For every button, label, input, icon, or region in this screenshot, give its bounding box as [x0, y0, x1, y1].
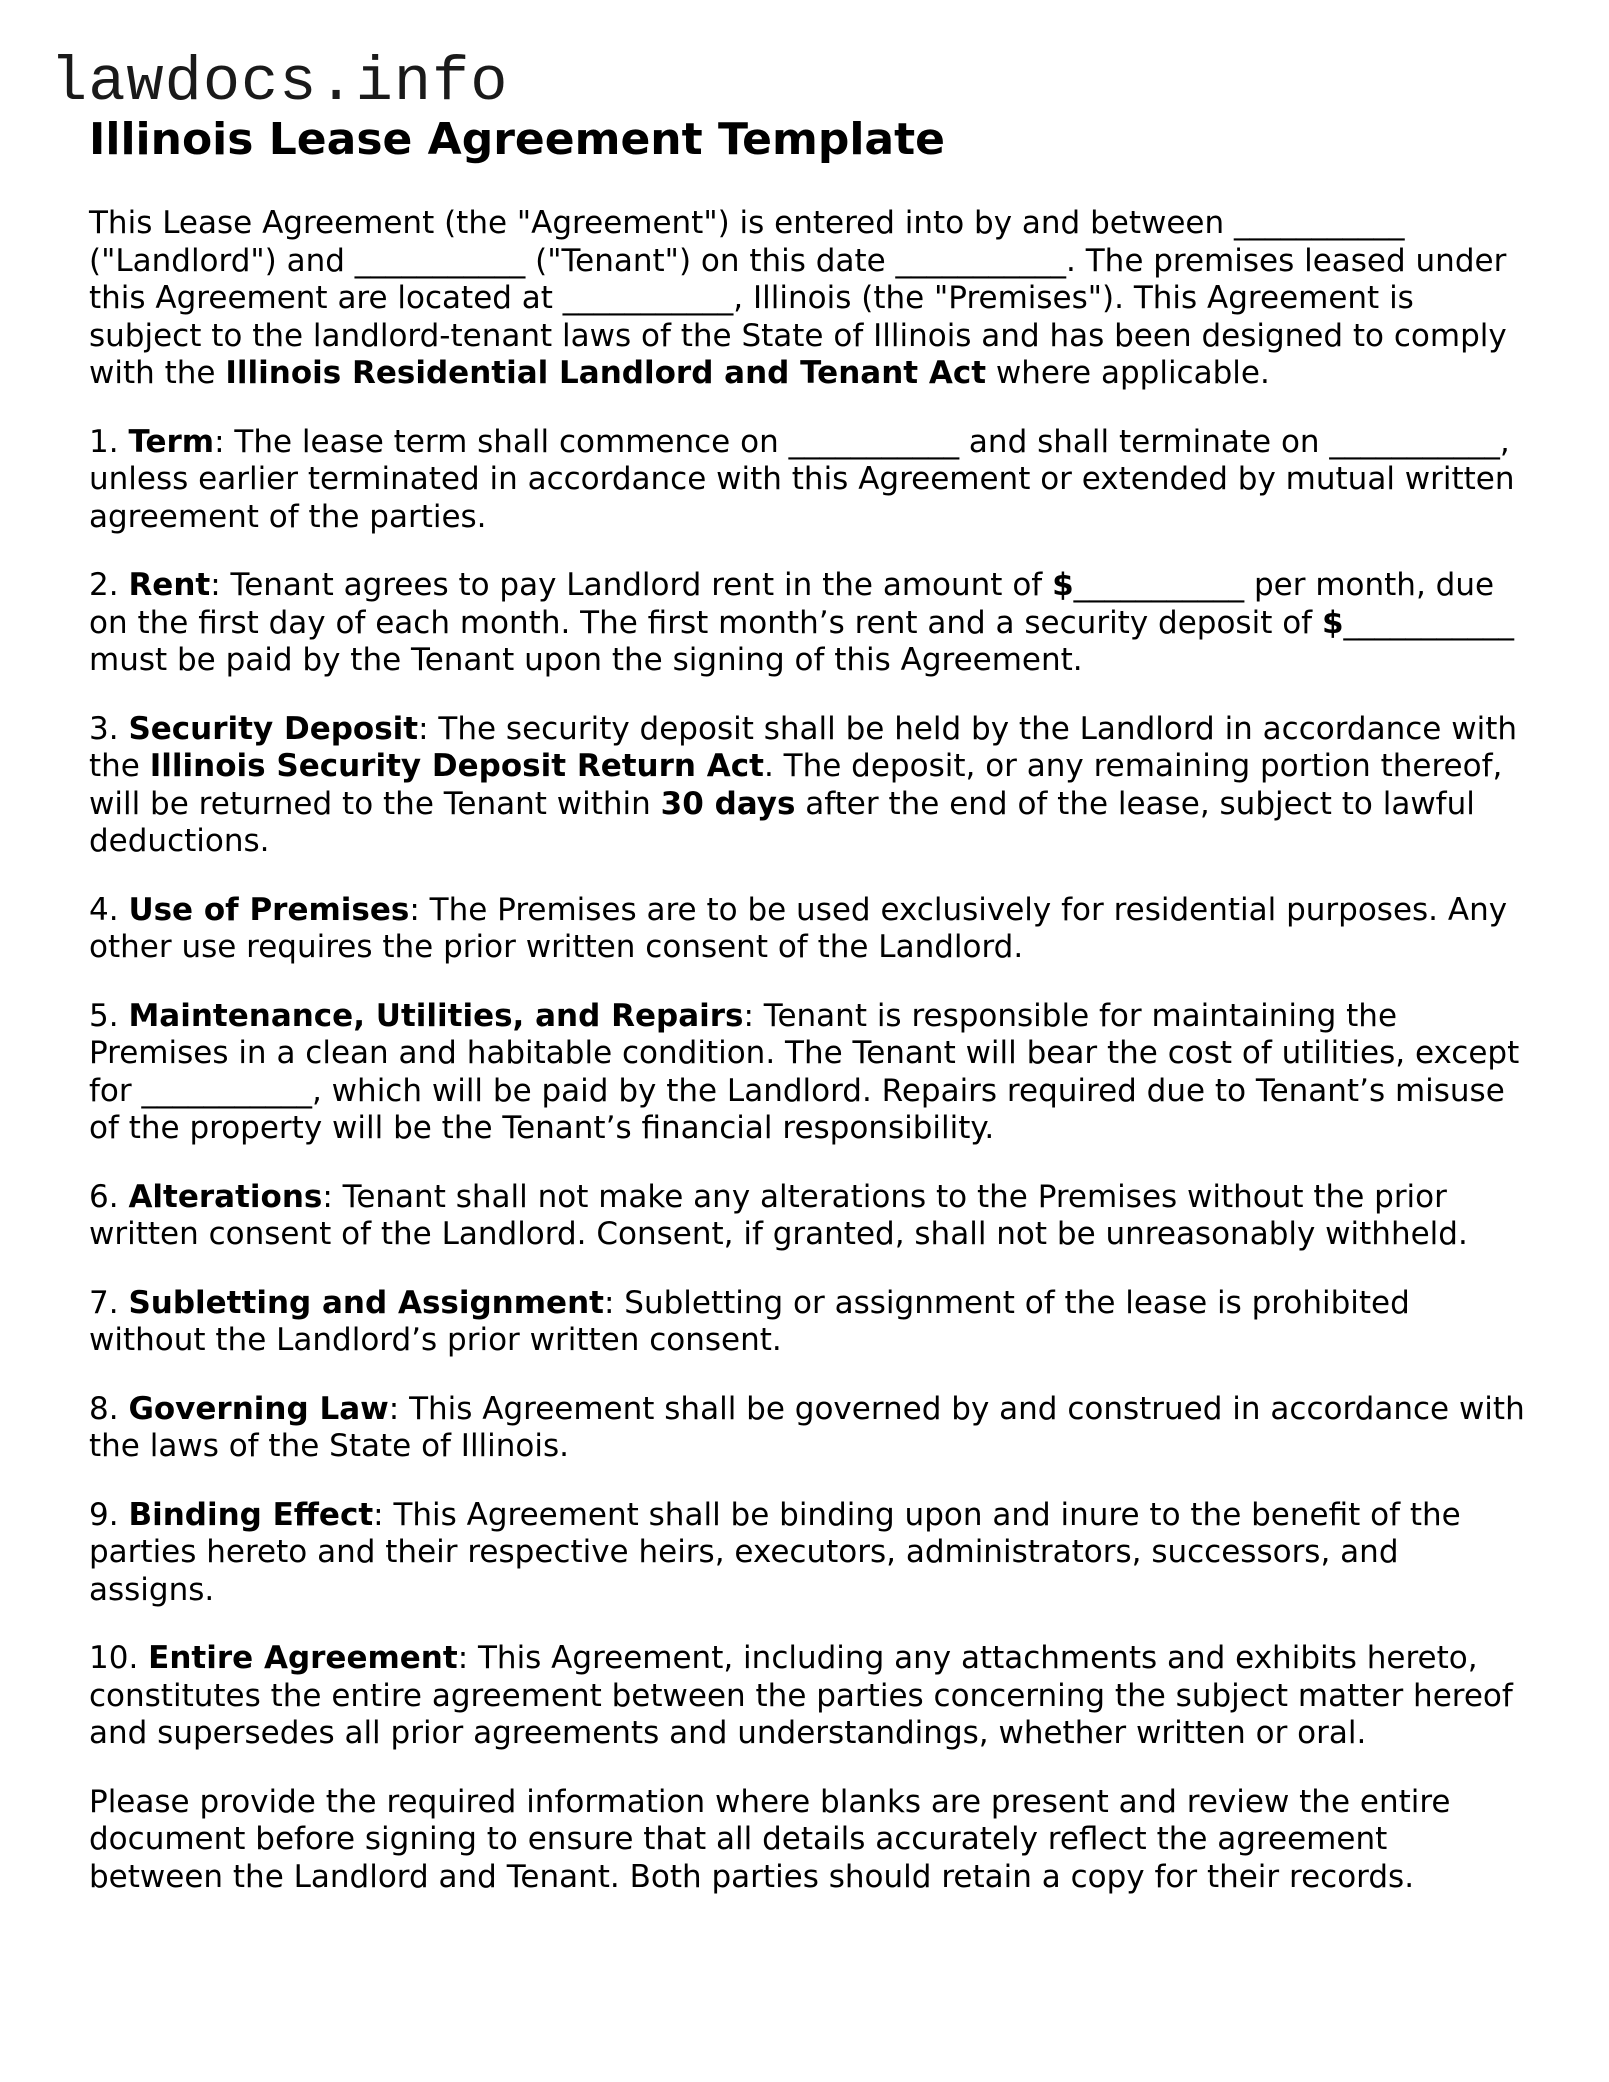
document-title: Illinois Lease Agreement Template	[89, 114, 945, 165]
currency-symbol: $	[1321, 604, 1344, 641]
intro-text-2: where applicable.	[986, 355, 1270, 391]
section-maintenance	[89, 998, 1529, 1148]
intro-act-name: Illinois Residential Landlord and Tenant Act	[225, 355, 987, 391]
intro-text-1: This Lease Agreement (the "Agreement") is entered into by and between ___________ ("Landlord") and ___________ ("Tenant") on this date ___________. The premises leased under this Agreement are located at ___________, Illinois (the "Premises"). This Agreement is subject to the landlord-tenant laws of the State of Illinois and has been designed to comply with the	[89, 205, 1507, 391]
section-number: 5.	[89, 997, 129, 1034]
section-number: 10.	[89, 1640, 149, 1676]
section-text: . The deposit, or any remaining portion thereof, will be returned to the Tenant within	[89, 748, 1503, 822]
section-entire-agreement	[89, 1640, 1529, 1753]
section-text: : The lease term shall commence on ___________ and shall terminate on ___________, unless earlier terminated in accordance with this Agreement or extended by mutual written agreement of the parties.	[89, 423, 1515, 535]
section-heading: Binding Effect	[128, 1496, 374, 1533]
section-text: after the end of the lease, subject to lawful deductions.	[89, 785, 1475, 859]
section-heading: Security Deposit	[128, 710, 419, 747]
section-text: : The Premises are to be used exclusively for residential purposes. Any other use requires the prior written consent of the Landlord.	[89, 891, 1508, 965]
section-heading: Governing Law	[128, 1390, 389, 1427]
section-text: : Tenant shall not make any alterations to the Premises without the prior written consent of the Landlord. Consent, if granted, shall not be unreasonably withheld.	[89, 1178, 1468, 1252]
intro-paragraph	[89, 205, 1529, 393]
document-body	[89, 205, 1529, 1927]
section-term	[89, 424, 1529, 537]
section-number: 2.	[89, 567, 129, 603]
section-security-deposit	[89, 711, 1529, 861]
currency-symbol: $	[1052, 567, 1074, 603]
section-number: 7.	[89, 1284, 129, 1321]
section-subletting	[89, 1285, 1529, 1360]
deposit-return-period: 30 days	[660, 785, 796, 822]
section-number: 1.	[89, 423, 129, 460]
section-number: 3.	[89, 710, 129, 747]
section-number: 4.	[89, 891, 129, 928]
section-text: : Subletting or assignment of the lease is prohibited without the Landlord’s prior written consent.	[89, 1284, 1410, 1358]
section-text: : This Agreement shall be governed by and construed in accordance with the laws of the State of Illinois.	[89, 1390, 1525, 1464]
section-heading: Entire Agreement	[148, 1640, 458, 1676]
section-text: : Tenant is responsible for maintaining the Premises in a clean and habitable condition. The Tenant will bear the cost of utilities, except for ___________, which will be paid by the Landlord. Repairs required due to Tenant’s misuse of the property will be the Tenant’s financial responsibility.	[89, 997, 1520, 1146]
section-rent	[89, 567, 1529, 680]
section-number: 9.	[89, 1496, 129, 1533]
section-use-of-premises	[89, 892, 1529, 967]
section-heading: Alterations	[128, 1178, 323, 1215]
section-text: : The security deposit shall be held by the Landlord in accordance with the	[89, 710, 1517, 784]
section-text: : Tenant agrees to pay Landlord rent in the amount of	[210, 567, 1053, 603]
section-heading: Term	[128, 423, 215, 460]
section-text: : This Agreement shall be binding upon and inure to the benefit of the parties hereto and their respective heirs, executors, administrators, successors, and assigns.	[89, 1496, 1461, 1608]
section-heading: Use of Premises	[128, 891, 410, 928]
section-text: : This Agreement, including any attachments and exhibits hereto, constitutes the entire agreement between the parties concerning the subject matter hereof and supersedes all prior agreements and understandings, whether written or oral.	[89, 1640, 1513, 1751]
closing-paragraph: Please provide the required information where blanks are present and review the entire document before signing to ensure that all details accurately reflect the agreement between the Landlord and Tenant. Both parties should retain a copy for their records.	[89, 1783, 1451, 1895]
section-number: 6.	[89, 1178, 129, 1215]
section-text: ___________ per month, due on the first day of each month. The first month’s rent and a security deposit of	[89, 567, 1495, 641]
section-binding-effect	[89, 1497, 1529, 1610]
site-brand: lawdocs.info	[50, 47, 509, 118]
section-alterations	[89, 1179, 1529, 1254]
act-name: Illinois Security Deposit Return Act	[149, 748, 764, 784]
section-governing-law	[89, 1391, 1529, 1466]
section-text: ___________ must be paid by the Tenant upon the signing of this Agreement.	[89, 604, 1515, 678]
section-heading: Rent	[128, 567, 211, 603]
section-heading: Subletting and Assignment	[128, 1284, 604, 1321]
section-number: 8.	[89, 1390, 129, 1427]
section-heading: Maintenance, Utilities, and Repairs	[128, 997, 744, 1034]
